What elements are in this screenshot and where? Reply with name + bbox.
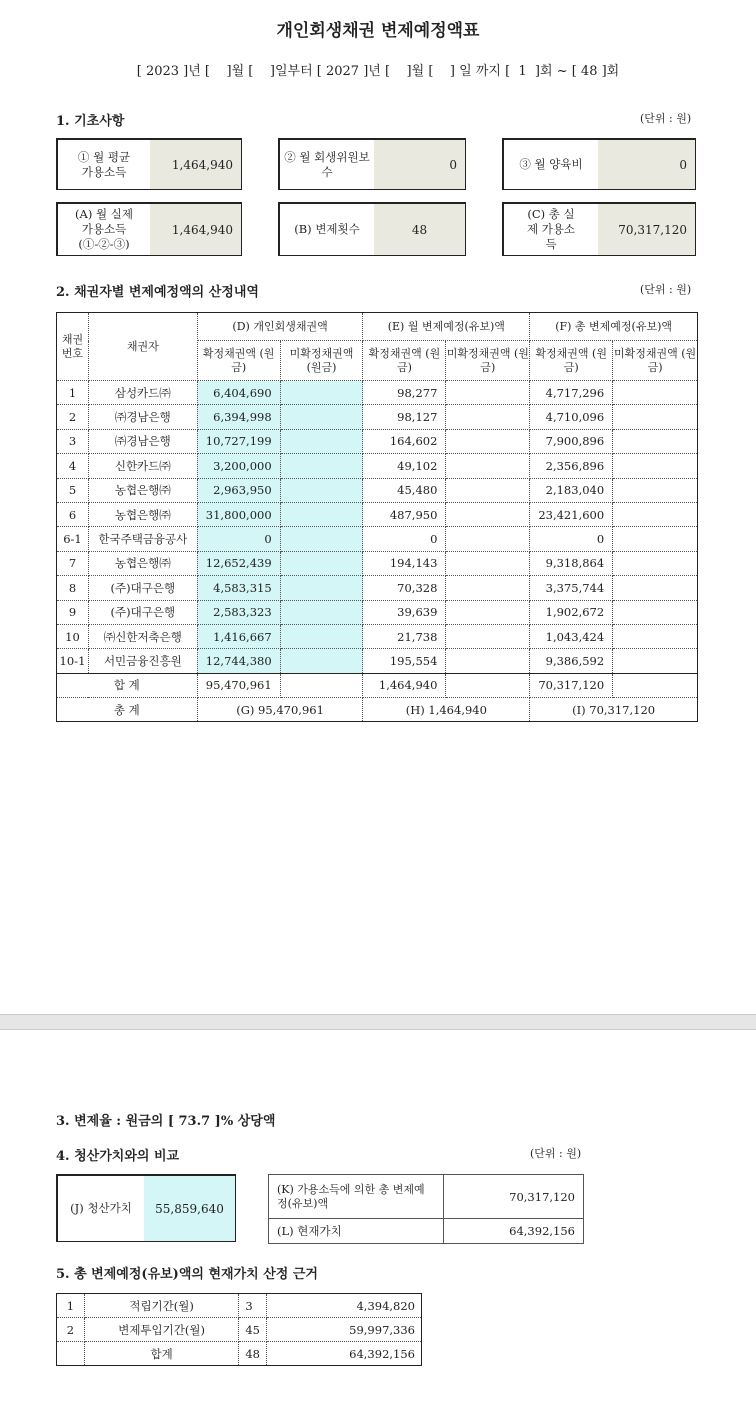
header-f-confirmed: 확정채권액 (원금) (530, 341, 613, 381)
row-d-unconfirmed (280, 600, 363, 624)
table-row (57, 429, 698, 453)
row-f-confirmed: 0 (530, 527, 613, 551)
row-d-unconfirmed (280, 551, 363, 575)
table-row (57, 454, 698, 478)
sum-f: 70,317,120 (530, 673, 613, 697)
row-creditor: 삼성카드㈜ (88, 381, 197, 405)
row-d-unconfirmed (280, 454, 363, 478)
pv-row-value: 4,394,820 (266, 1294, 421, 1318)
total-income-label: (C) 총 실제 가용소득 (526, 207, 576, 251)
table-row (57, 624, 698, 648)
row-creditor: 서민금융진흥원 (88, 649, 197, 673)
row-creditor: (주)대구은행 (88, 576, 197, 600)
section2-unit: (단위 : 원) (640, 283, 692, 296)
header-creditor: 채권자 (88, 313, 197, 381)
row-creditor: 농협은행㈜ (88, 478, 197, 502)
row-f-confirmed: 7,900,896 (530, 429, 613, 453)
row-d-unconfirmed (280, 576, 363, 600)
sum-e: 1,464,940 (363, 673, 446, 697)
row-f-confirmed: 9,386,592 (530, 649, 613, 673)
row-e-confirmed: 194,143 (363, 551, 446, 575)
header-no: 채권 번호 (57, 313, 89, 381)
child-support-label: ③ 월 양육비 (519, 157, 583, 172)
row-no: 10-1 (57, 649, 89, 673)
repayment-count-value: 48 (374, 204, 465, 255)
row-f-confirmed: 23,421,600 (530, 502, 613, 526)
avg-monthly-income-box (56, 138, 242, 190)
table-row (57, 405, 698, 429)
row-d-unconfirmed (280, 405, 363, 429)
row-f-unconfirmed (613, 454, 698, 478)
row-no: 1 (57, 381, 89, 405)
table-row (57, 649, 698, 673)
sum-d: 95,470,961 (197, 673, 280, 697)
row-f-confirmed: 1,043,424 (530, 624, 613, 648)
row-e-unconfirmed (446, 454, 530, 478)
pv-row-no: 1 (57, 1294, 85, 1318)
trustee-fee-label: ② 월 회생위원보수 (284, 149, 370, 179)
row-f-unconfirmed (613, 429, 698, 453)
total-row (57, 698, 698, 722)
pv-row-label: 변제투입기간(월) (84, 1318, 238, 1342)
row-no: 4 (57, 454, 89, 478)
row-e-confirmed: 39,639 (363, 600, 446, 624)
row-f-unconfirmed (613, 502, 698, 526)
row-e-confirmed: 45,480 (363, 478, 446, 502)
header-f: (F) 총 변제예정(유보)액 (530, 313, 698, 341)
pv-row-value: 64,392,156 (266, 1342, 421, 1366)
header-f-unconfirmed: 미확정채권액 (원금) (613, 341, 698, 381)
header-d-unconfirmed: 미확정채권액 (원금) (280, 341, 363, 381)
actual-income-value: 1,464,940 (150, 204, 241, 255)
row-e-unconfirmed (446, 381, 530, 405)
row-no: 10 (57, 624, 89, 648)
section4-heading: 4. 청산가치와의 비교 (56, 1149, 180, 1164)
row-f-unconfirmed (613, 649, 698, 673)
section5-heading: 5. 총 변제예정(유보)액의 현재가치 산정 근거 (56, 1267, 318, 1282)
k-value: 70,317,120 (444, 1175, 584, 1219)
present-value-table (56, 1293, 422, 1366)
row-d-unconfirmed (280, 478, 363, 502)
row-creditor: 농협은행㈜ (88, 551, 197, 575)
row-e-unconfirmed (446, 576, 530, 600)
avg-monthly-income-value: 1,464,940 (150, 140, 241, 189)
row-d-unconfirmed (280, 624, 363, 648)
actual-income-label: (A) 월 실제 가용소득 (①-②-③) (75, 207, 133, 251)
row-d-confirmed: 31,800,000 (197, 502, 280, 526)
row-e-confirmed: 195,554 (363, 649, 446, 673)
row-d-confirmed: 6,394,998 (197, 405, 280, 429)
header-e-confirmed: 확정채권액 (원금) (363, 341, 446, 381)
row-e-unconfirmed (446, 502, 530, 526)
table-row (57, 478, 698, 502)
row-f-unconfirmed (613, 527, 698, 551)
section4-unit: (단위 : 원) (530, 1147, 582, 1160)
row-no: 9 (57, 600, 89, 624)
row-d-confirmed: 1,416,667 (197, 624, 280, 648)
comparison-table (268, 1174, 584, 1244)
row-e-unconfirmed (446, 649, 530, 673)
row-e-confirmed: 49,102 (363, 454, 446, 478)
row-e-confirmed: 487,950 (363, 502, 446, 526)
l-value: 64,392,156 (444, 1219, 584, 1244)
row-d-confirmed: 0 (197, 527, 280, 551)
total-label: 총 계 (57, 698, 198, 722)
row-e-unconfirmed (446, 527, 530, 551)
row-e-confirmed: 164,602 (363, 429, 446, 453)
row-f-unconfirmed (613, 551, 698, 575)
total-g: (G) 95,470,961 (197, 698, 363, 722)
row-e-confirmed: 98,277 (363, 381, 446, 405)
row-f-confirmed: 9,318,864 (530, 551, 613, 575)
header-e-unconfirmed: 미확정채권액 (원금) (446, 341, 530, 381)
k-label: (K) 가용소득에 의한 총 변제예정(유보)액 (269, 1175, 444, 1219)
table-row (57, 576, 698, 600)
total-income-box (502, 202, 696, 256)
repayment-period: [ 2023 ]년 [ ]월 [ ]일부터 [ 2027 ]년 [ ]월 [ ] 일 까지 [ 1 ]회 ~ [ 48 ]회 (136, 64, 620, 79)
total-income-value: 70,317,120 (598, 204, 695, 255)
repayment-count-box (278, 202, 466, 256)
trustee-fee-box (278, 138, 466, 190)
avg-monthly-income-label: ① 월 평균 가용소득 (77, 149, 131, 179)
table-row (57, 1294, 422, 1318)
row-d-unconfirmed (280, 527, 363, 551)
row-no: 5 (57, 478, 89, 502)
row-f-unconfirmed (613, 600, 698, 624)
row-d-confirmed: 12,744,380 (197, 649, 280, 673)
row-creditor: 농협은행㈜ (88, 502, 197, 526)
table-row (57, 527, 698, 551)
liquidation-value-value: 55,859,640 (144, 1176, 235, 1241)
row-e-unconfirmed (446, 600, 530, 624)
row-e-confirmed: 98,127 (363, 405, 446, 429)
pv-row-months: 48 (239, 1342, 267, 1366)
row-no: 2 (57, 405, 89, 429)
child-support-value: 0 (598, 140, 695, 189)
row-f-unconfirmed (613, 478, 698, 502)
page-separator (0, 1014, 756, 1030)
table-row (57, 600, 698, 624)
row-d-unconfirmed (280, 502, 363, 526)
trustee-fee-value: 0 (374, 140, 465, 189)
table-row (57, 1342, 422, 1366)
pv-row-months: 45 (239, 1318, 267, 1342)
row-f-confirmed: 2,183,040 (530, 478, 613, 502)
row-d-confirmed: 10,727,199 (197, 429, 280, 453)
total-h: (H) 1,464,940 (363, 698, 530, 722)
row-no: 7 (57, 551, 89, 575)
sum-row (57, 673, 698, 697)
row-no: 3 (57, 429, 89, 453)
total-i: (I) 70,317,120 (530, 698, 698, 722)
row-f-confirmed: 4,710,096 (530, 405, 613, 429)
row-e-unconfirmed (446, 429, 530, 453)
row-e-unconfirmed (446, 624, 530, 648)
pv-row-value: 59,997,336 (266, 1318, 421, 1342)
row-creditor: ㈜경남은행 (88, 405, 197, 429)
row-no: 8 (57, 576, 89, 600)
table-row (57, 381, 698, 405)
creditor-table (56, 312, 698, 722)
row-d-confirmed: 2,963,950 (197, 478, 280, 502)
actual-income-box (56, 202, 242, 256)
row-d-confirmed: 6,404,690 (197, 381, 280, 405)
header-d-confirmed: 확정채권액 (원금) (197, 341, 280, 381)
row-f-confirmed: 1,902,672 (530, 600, 613, 624)
section2-heading: 2. 채권자별 변제예정액의 산정내역 (56, 285, 259, 300)
liquidation-value-box (56, 1174, 236, 1242)
row-f-confirmed: 2,356,896 (530, 454, 613, 478)
header-e: (E) 월 변제예정(유보)액 (363, 313, 530, 341)
row-d-confirmed: 12,652,439 (197, 551, 280, 575)
pv-row-label: 적립기간(월) (84, 1294, 238, 1318)
section3-heading: 3. 변제율 : 원금의 [ 73.7 ]% 상당액 (56, 1114, 276, 1129)
row-e-unconfirmed (446, 478, 530, 502)
row-e-unconfirmed (446, 551, 530, 575)
table-row (57, 551, 698, 575)
row-no: 6 (57, 502, 89, 526)
repayment-count-label: (B) 변제횟수 (294, 222, 360, 237)
row-f-confirmed: 3,375,744 (530, 576, 613, 600)
section1-unit: (단위 : 원) (640, 112, 692, 125)
row-no: 6-1 (57, 527, 89, 551)
liquidation-value-label: (J) 청산가치 (70, 1201, 132, 1216)
table-row (57, 1318, 422, 1342)
pv-row-months: 3 (239, 1294, 267, 1318)
row-creditor: 신한카드㈜ (88, 454, 197, 478)
row-d-confirmed: 3,200,000 (197, 454, 280, 478)
row-creditor: ㈜신한저축은행 (88, 624, 197, 648)
row-e-confirmed: 0 (363, 527, 446, 551)
row-e-unconfirmed (446, 405, 530, 429)
row-e-confirmed: 70,328 (363, 576, 446, 600)
row-creditor: ㈜경남은행 (88, 429, 197, 453)
pv-row-label: 합계 (84, 1342, 238, 1366)
l-label: (L) 현재가치 (269, 1219, 444, 1244)
sum-label: 합 계 (57, 673, 198, 697)
section1-heading: 1. 기초사항 (56, 114, 125, 129)
pv-row-no: 2 (57, 1318, 85, 1342)
pv-row-no (57, 1342, 85, 1366)
row-f-unconfirmed (613, 405, 698, 429)
row-d-confirmed: 2,583,323 (197, 600, 280, 624)
row-e-confirmed: 21,738 (363, 624, 446, 648)
row-f-unconfirmed (613, 624, 698, 648)
row-d-unconfirmed (280, 649, 363, 673)
row-creditor: 한국주택금융공사 (88, 527, 197, 551)
row-d-unconfirmed (280, 381, 363, 405)
header-d: (D) 개인회생채권액 (197, 313, 363, 341)
row-d-unconfirmed (280, 429, 363, 453)
page-title: 개인회생채권 변제예정액표 (276, 21, 480, 41)
row-creditor: (주)대구은행 (88, 600, 197, 624)
row-f-unconfirmed (613, 576, 698, 600)
child-support-box (502, 138, 696, 190)
row-f-confirmed: 4,717,296 (530, 381, 613, 405)
row-f-unconfirmed (613, 381, 698, 405)
row-d-confirmed: 4,583,315 (197, 576, 280, 600)
table-row (57, 502, 698, 526)
